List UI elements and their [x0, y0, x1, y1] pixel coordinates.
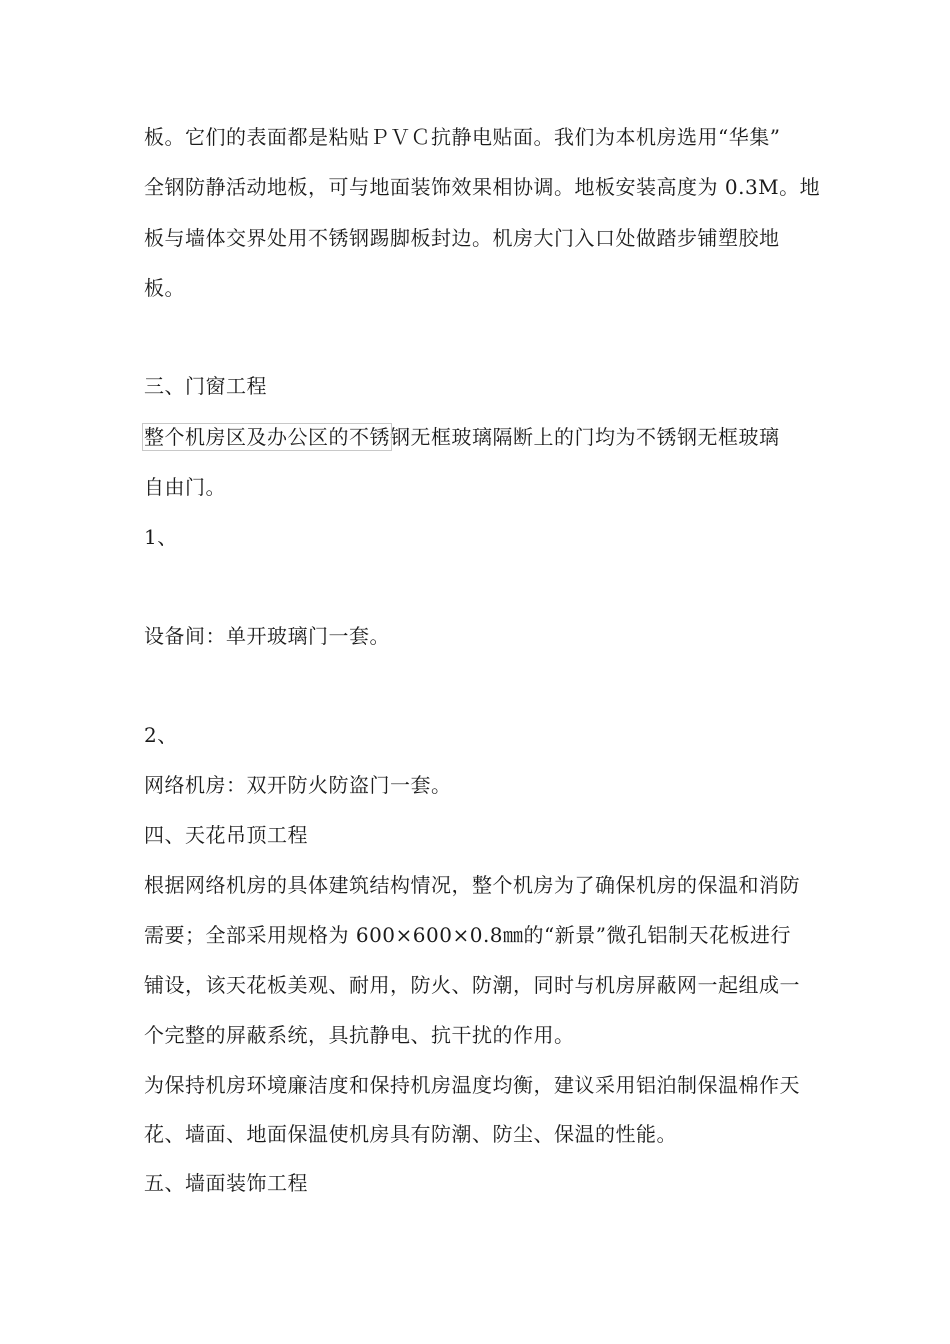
paragraph-insulation-line-2: 花、墙面、地面保温使机房具有防潮、防尘、保温的性能。: [144, 1122, 677, 1146]
paragraph-floor-line-1: 板。它们的表面都是粘贴ＰＶＣ抗静电贴面。我们为本机房选用“华集”: [144, 125, 781, 149]
paragraph-floor-line-3: 板与墙体交界处用不锈钢踢脚板封边。机房大门入口处做踏步铺塑胶地: [144, 226, 780, 250]
paragraph-ceiling-line-1: 根据网络机房的具体建筑结构情况，整个机房为了确保机房的保温和消防: [144, 873, 800, 897]
list-item-2-text: 网络机房：双开防火防盗门一套。: [144, 773, 452, 797]
paragraph-ceiling-line-3: 铺设，该天花板美观、耐用，防火、防潮，同时与机房屏蔽网一起组成一: [144, 973, 800, 997]
paragraph-ceiling-line-4: 个完整的屏蔽系统，具抗静电、抗干扰的作用。: [144, 1023, 575, 1047]
section-heading-walls: 五、墙面装饰工程: [144, 1171, 308, 1195]
section-heading-ceiling: 四、天花吊顶工程: [144, 823, 308, 847]
list-item-1-text: 设备间：单开玻璃门一套。: [144, 624, 390, 648]
section-heading-doors-windows: 三、门窗工程: [144, 374, 267, 398]
paragraph-floor-line-4: 板。: [144, 276, 185, 300]
paragraph-doors-line-1-rest: 钢无框玻璃隔断上的门均为不锈钢无框玻璃: [390, 425, 780, 449]
highlighted-text: 整个机房区及办公区的不锈: [144, 425, 390, 449]
paragraph-doors-line-2: 自由门。: [144, 475, 226, 499]
paragraph-doors-line-1: [144, 425, 780, 449]
paragraph-ceiling-line-2: 需要；全部采用规格为 600×600×0.8㎜的“新景”微孔铝制天花板进行: [144, 923, 791, 947]
paragraph-floor-line-2: 全钢防静活动地板，可与地面装饰效果相协调。地板安装高度为 0.3M。地: [144, 175, 821, 199]
list-item-2-number: 2、: [144, 723, 178, 747]
paragraph-insulation-line-1: 为保持机房环境廉洁度和保持机房温度均衡，建议采用铝泊制保温棉作天: [144, 1073, 800, 1097]
list-item-1-number: 1、: [144, 525, 178, 549]
